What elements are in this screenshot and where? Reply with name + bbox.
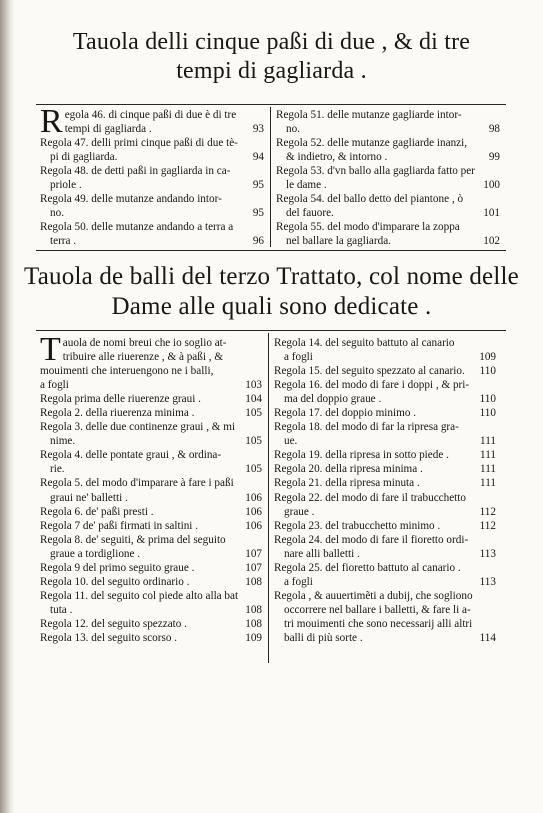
index-entry	[40, 220, 264, 248]
entry-line: Regola 53. d'vn ballo alla gagliarda fatto per	[276, 165, 475, 178]
page-number: 95	[252, 207, 264, 220]
page-number: 108	[245, 603, 262, 616]
page-number: 113	[479, 547, 496, 560]
entry-line: Regola 20. della ripresa minima .	[274, 463, 423, 476]
entry-line: le dame .	[286, 179, 327, 192]
entry-line: Regola 12. del seguito spezzato .	[40, 617, 187, 630]
entry-line: Regola 24. del modo di fare il fioretto ordi-	[274, 533, 469, 546]
entry-line: a fogli	[284, 351, 313, 364]
page-number: 108	[245, 617, 262, 630]
entry-line: Regola prima delle riuerenze graui .	[40, 393, 201, 406]
table2-title	[0, 262, 543, 322]
page-number: 104	[245, 393, 262, 406]
page-number: 110	[479, 393, 496, 406]
entry-line: ue.	[284, 435, 298, 448]
index-entry	[274, 448, 496, 462]
index-entry	[276, 192, 500, 220]
table1-title-line2: tempi di gagliarda .	[176, 58, 367, 84]
entry-line: Regola 9 del primo seguito graue .	[40, 561, 195, 574]
entry-line: nime.	[50, 435, 76, 448]
entry-line: Regola 25. del fioretto battuto al canario .	[274, 561, 461, 574]
entry-line: egola 46. di cinque paßi di due è di tre	[64, 109, 237, 121]
page-number: 111	[480, 477, 496, 490]
index-entry	[40, 420, 262, 448]
entry-line: Regola 4. delle pontate graui , & ordina-	[40, 449, 222, 462]
entry-line: Regola 54. del ballo detto del piantone , ò	[276, 193, 464, 206]
entry-line: tri mouimenti che sono necessarij alli altri	[284, 617, 473, 630]
table1-bottom-rule	[36, 250, 506, 251]
index-entry	[40, 448, 262, 476]
index-entry	[276, 220, 500, 248]
entry-line: graue .	[284, 505, 315, 518]
page-number: 111	[480, 449, 496, 462]
page-number: 111	[480, 435, 496, 448]
entry-line: mouimenti che interuengono ne i balli,	[40, 365, 214, 378]
index-entry	[40, 575, 262, 589]
entry-line: & indietro, & intorno .	[286, 151, 388, 164]
entry-line: Regola , & auuertimẽti a dubij, che sogliono	[274, 589, 473, 602]
index-entry	[40, 331, 262, 392]
entry-line: graui ne' balletti .	[50, 491, 128, 504]
index-entry	[40, 561, 262, 575]
entry-line: tribuire alle riuerenze , & à paßi , &	[62, 351, 224, 364]
page-number: 107	[245, 561, 262, 574]
index-entry	[276, 136, 500, 164]
page-number: 114	[479, 631, 496, 644]
index-entry	[274, 533, 496, 561]
index-entry	[40, 505, 262, 519]
table2-left-column	[40, 331, 262, 645]
page-number: 107	[245, 547, 262, 560]
entry-line: tuta .	[50, 603, 73, 616]
entry-line: Regola 18. del modo di far la ripresa gra-	[274, 421, 459, 434]
binding-shadow	[0, 0, 14, 813]
table1-column-divider	[270, 107, 271, 247]
index-entry	[274, 491, 496, 519]
entry-line: no.	[286, 123, 300, 136]
table1-left-column	[40, 103, 264, 248]
page-number: 112	[479, 519, 496, 532]
index-entry	[274, 561, 496, 589]
drop-cap: T	[40, 331, 61, 368]
index-entry	[40, 103, 264, 140]
page-number: 113	[479, 575, 496, 588]
table1-title-line1: Tauola delli cinque paßi di due , & di tre	[72, 29, 471, 55]
index-entry	[40, 533, 262, 561]
table1-title	[0, 28, 543, 86]
page-number: 95	[252, 179, 264, 192]
index-entry	[40, 392, 262, 406]
page-number: 93	[252, 123, 264, 136]
page-number: 98	[488, 123, 500, 136]
entry-line: Regola 10. del seguito ordinario .	[40, 575, 190, 588]
entry-line: a fogli	[284, 575, 313, 588]
entry-line: occorrere nel ballare i balletti, & fare li a-	[284, 603, 471, 616]
entry-line: ma del doppio graue .	[284, 393, 382, 406]
entry-line: auola de nomi breui che io soglio at-	[62, 337, 227, 349]
index-entry	[274, 378, 496, 406]
entry-line: Regola 3. delle due continenze graui , & mi	[40, 421, 236, 434]
page-number: 105	[245, 435, 262, 448]
entry-line: rie.	[50, 463, 65, 476]
page-number: 110	[479, 407, 496, 420]
index-entry	[40, 631, 262, 645]
page-number: 109	[245, 631, 262, 644]
entry-line: Regola 14. del seguito battuto al canario	[274, 337, 455, 349]
page-number: 100	[483, 179, 500, 192]
drop-cap: R	[40, 103, 63, 140]
page-number: 105	[245, 407, 262, 420]
entry-line: no.	[50, 207, 64, 220]
entry-line: Regola 23. del trabucchetto minimo .	[274, 519, 441, 532]
entry-line: Regola 49. delle mutanze andando intor-	[40, 193, 222, 206]
index-entry	[274, 364, 496, 378]
entry-line: Regola 13. del seguito scorso .	[40, 631, 178, 644]
index-entry	[40, 617, 262, 631]
entry-line: Regola 21. della ripresa minuta .	[274, 477, 420, 490]
entry-line: Regola 2. della riuerenza minima .	[40, 407, 195, 420]
entry-line: Regola 47. delli primi cinque paßi di due tè-	[40, 137, 238, 150]
entry-line: Regola 6. de' paßi presti .	[40, 505, 154, 518]
page-number: 108	[245, 575, 262, 588]
table2-top-rule	[36, 330, 506, 331]
entry-line: Regola 8. de' seguiti, & prima del seguito	[40, 533, 226, 546]
entry-line: nare alli balletti .	[284, 547, 360, 560]
index-entry	[40, 589, 262, 617]
entry-line: Regola 19. della ripresa in sotto piede .	[274, 449, 449, 462]
index-entry	[40, 136, 264, 164]
entry-line: Regola 15. del seguito spezzato al canario.	[274, 365, 465, 378]
page-number: 105	[245, 463, 262, 476]
table2-column-divider	[268, 333, 269, 663]
entry-line: Regola 52. delle mutanze gagliarde inanzi,	[276, 137, 468, 150]
index-entry	[274, 462, 496, 476]
entry-line: del fauore.	[286, 207, 334, 220]
index-entry	[274, 519, 496, 533]
entry-line: graue a tordiglione .	[50, 547, 141, 560]
entry-line: Regola 7 de' paßi firmati in saltini .	[40, 519, 198, 532]
entry-line: nel ballare la gagliarda.	[286, 235, 391, 248]
entry-line: Regola 22. del modo di fare il trabucchetto	[274, 491, 466, 504]
page-number: 103	[245, 379, 262, 392]
index-entry	[274, 476, 496, 490]
entry-line: priole .	[50, 179, 82, 192]
entry-line: pi di gagliarda.	[50, 151, 118, 164]
entry-line: Regola 55. del modo d'imparare la zoppa	[276, 221, 460, 234]
index-entry	[274, 420, 496, 448]
page-number: 102	[483, 235, 500, 248]
entry-line: Regola 16. del modo di fare i doppi , & pri-	[274, 379, 470, 392]
page-number: 106	[245, 505, 262, 518]
table2-title-line1: Tauola de balli del terzo Trattato, col nome delle	[24, 263, 519, 290]
entry-line: Regola 50. delle mutanze andando a terra a	[40, 221, 234, 234]
page-number: 106	[245, 491, 262, 504]
index-entry	[40, 164, 264, 192]
index-entry	[40, 519, 262, 533]
entry-line: a fogli	[40, 379, 69, 392]
table1-top-rule	[36, 104, 506, 105]
entry-line: terra .	[50, 235, 77, 248]
index-entry	[40, 406, 262, 420]
entry-line: Regola 51. delle mutanze gagliarde intor-	[276, 109, 462, 121]
page-number: 94	[252, 151, 264, 164]
page-number: 106	[245, 519, 262, 532]
page-number: 111	[480, 463, 496, 476]
entry-line: Regola 11. del seguito col piede alto alla bat	[40, 589, 239, 602]
table2-title-line2: Dame alle quali sono dedicate .	[111, 293, 432, 320]
page-number: 110	[479, 365, 496, 378]
entry-line: Regola 48. de detti paßi in gagliarda in ca-	[40, 165, 231, 178]
index-entry	[40, 192, 264, 220]
index-entry	[276, 164, 500, 192]
index-entry	[276, 108, 500, 136]
table1-right-column	[276, 108, 500, 248]
index-entry	[274, 336, 496, 364]
entry-line: tempi di gagliarda .	[64, 123, 152, 136]
table2-right-column	[274, 336, 496, 645]
index-entry	[274, 589, 496, 645]
page-number: 96	[252, 235, 264, 248]
index-entry	[40, 476, 262, 504]
entry-line: Regola 5. del modo d'imparare à fare i paßi	[40, 477, 234, 490]
page-number: 109	[479, 351, 496, 364]
page-number: 99	[488, 151, 500, 164]
index-entry	[274, 406, 496, 420]
entry-line: Regola 17. del doppio minimo .	[274, 407, 417, 420]
page-number: 101	[483, 207, 500, 220]
entry-line: balli di più sorte .	[284, 631, 363, 644]
page-number: 112	[479, 505, 496, 518]
